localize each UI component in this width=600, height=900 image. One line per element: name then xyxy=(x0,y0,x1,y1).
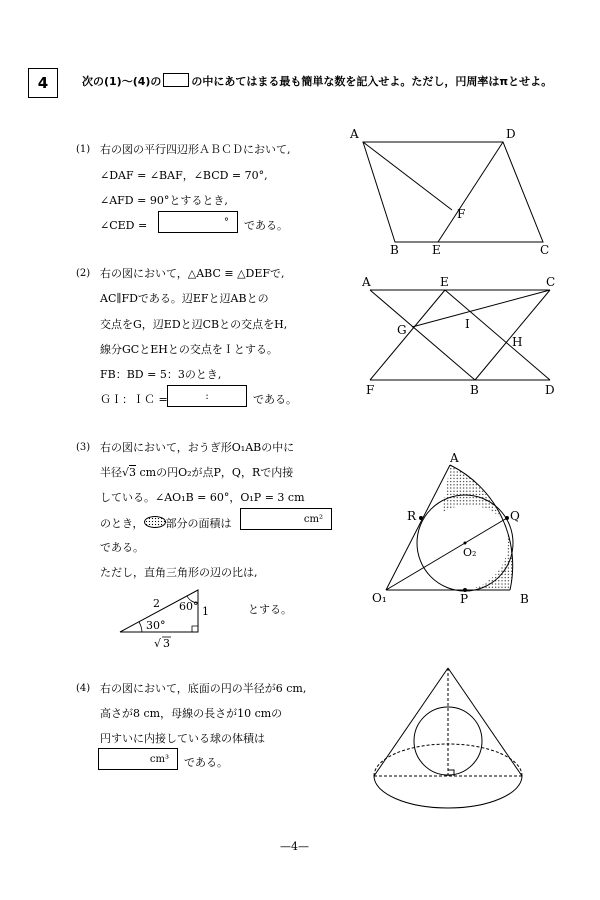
p4-line-1: 右の図において，底面の円の半径が6 cm, xyxy=(100,682,307,695)
p1-answer-lead: ∠CED = xyxy=(100,219,148,232)
p3-tri-angle-top: 60° xyxy=(179,600,199,613)
p3-line-2 xyxy=(100,466,293,480)
p2-label-b: B xyxy=(470,383,479,397)
p3-line-2-root: 3 xyxy=(129,466,137,479)
p3-label-b: B xyxy=(520,592,529,606)
p2-label-d: D xyxy=(545,383,555,397)
p2-answer-box[interactable] xyxy=(167,385,247,407)
p3-line-5: である。 xyxy=(100,541,144,554)
p1-segment-de xyxy=(438,142,503,242)
p3-point-o2 xyxy=(464,542,467,545)
p2-line-4: 線分GCとEHとの交点をＩとする。 xyxy=(100,343,278,356)
p2-label-e: E xyxy=(440,275,449,289)
p3-shaded-region-top xyxy=(442,465,501,518)
p2-line-2: AC∥FDである。辺EFと辺ABとの xyxy=(100,292,269,305)
p2-label-c: C xyxy=(546,275,556,289)
p2-label-g: G xyxy=(397,323,407,337)
p3-line-4-post: 部分の面積は xyxy=(165,517,232,530)
p1-parallelogram xyxy=(363,142,543,242)
question-number: 4 xyxy=(28,68,58,98)
p3-point-q xyxy=(505,516,509,520)
p4-slant-left xyxy=(374,668,448,776)
p1-label-a: A xyxy=(350,127,359,141)
instruction-after: の中にあてはまる最も簡単な数を記入せよ。ただし，円周率はπとせよ。 xyxy=(191,75,553,88)
p3-tri-sqrt-sign: √ xyxy=(154,637,162,650)
p3-tri-angle-left: 30° xyxy=(146,619,166,632)
p3-figure xyxy=(350,448,580,613)
p3-tri-base-root: 3 xyxy=(163,637,170,650)
p4-base-front xyxy=(374,776,522,808)
p2-segment-ef xyxy=(370,290,445,380)
p2-figure xyxy=(340,270,580,400)
p4-number: (4) xyxy=(76,683,91,694)
p1-answer-box[interactable] xyxy=(158,211,238,233)
p2-line-3: 交点をG，辺EDと辺CBとの交点をH, xyxy=(100,318,288,331)
p4-slant-right xyxy=(448,668,522,776)
page-number: —4— xyxy=(280,840,309,853)
p4-figure xyxy=(360,660,560,830)
p1-label-e: E xyxy=(432,243,441,257)
p3-label-p: P xyxy=(460,592,469,606)
p2-line-1: 右の図において，△ABC ≡ △DEFで, xyxy=(100,267,285,280)
p1-line-2: ∠DAF = ∠BAF，∠BCD = 70°, xyxy=(100,169,268,182)
p3-number: (3) xyxy=(76,442,91,453)
p3-line-2-pre: 半径 xyxy=(100,466,122,479)
p4-answer-unit: cm³ xyxy=(149,753,169,765)
p1-answer-unit: ° xyxy=(224,216,229,228)
p1-label-f: F xyxy=(457,207,466,221)
p3-triangle-figure xyxy=(110,585,230,653)
p1-label-d: D xyxy=(506,127,516,141)
p3-label-r: R xyxy=(407,509,417,523)
p3-line-2-post: cmの円O₂が点P，Q，Rで内接 xyxy=(139,466,294,479)
p4-answer-tail: である。 xyxy=(184,756,228,769)
p2-label-f: F xyxy=(366,383,375,397)
p2-answer-unit: : xyxy=(205,390,209,402)
answer-box-sample xyxy=(163,73,189,87)
p1-label-b: B xyxy=(390,243,399,257)
p1-line-3: ∠AFD = 90°とするとき, xyxy=(100,194,228,207)
p3-tri-tail: とする。 xyxy=(248,603,292,616)
p1-figure xyxy=(340,120,580,260)
p3-label-a: A xyxy=(450,451,459,465)
p2-segment-ab xyxy=(370,290,475,380)
p2-label-a: A xyxy=(362,275,371,289)
p1-number: (1) xyxy=(76,144,91,155)
p3-point-r xyxy=(419,516,423,520)
p3-line-6: ただし，直角三角形の辺の比は, xyxy=(100,566,258,579)
p4-line-3: 円すいに内接している球の体積は xyxy=(100,732,265,745)
p3-line-4-pre: のとき， xyxy=(100,517,144,530)
p4-answer-box[interactable] xyxy=(98,748,178,770)
p3-angle-arc-30 xyxy=(139,622,142,632)
p3-label-o2: O₂ xyxy=(463,546,477,559)
p2-answer-tail: である。 xyxy=(253,393,297,406)
p3-line-3: している。∠AO₁B = 60°，O₁P = 3 cm xyxy=(100,491,305,504)
sqrt-sign: √ xyxy=(122,466,130,479)
p2-label-i: I xyxy=(465,317,470,331)
p3-line-1: 右の図において，おうぎ形O₁ABの中に xyxy=(100,441,295,454)
p3-tri-hyp: 2 xyxy=(153,597,160,610)
p3-label-q: Q xyxy=(510,509,520,523)
p2-answer-lead: ＧＩ：ＩＣ = xyxy=(100,393,168,406)
p2-segment-ed xyxy=(445,290,550,380)
p1-segment-af xyxy=(363,142,452,210)
p1-answer-tail: である。 xyxy=(244,219,288,232)
dotted-region-icon xyxy=(144,516,166,528)
p2-label-h: H xyxy=(512,335,523,349)
instruction xyxy=(82,73,552,89)
p4-line-2: 高さが8 cm，母線の長さが10 cmの xyxy=(100,707,283,720)
p3-answer-box[interactable] xyxy=(240,508,332,530)
p3-answer-unit: cm² xyxy=(303,513,323,525)
p1-label-c: C xyxy=(540,243,550,257)
p3-label-o1: O₁ xyxy=(372,591,387,605)
p2-line-5: FB：BD = 5：3のとき, xyxy=(100,368,222,381)
p3-right-angle-mark xyxy=(192,626,198,632)
instruction-before: 次の(1)〜(4)の xyxy=(82,75,162,88)
p3-line-4 xyxy=(100,516,232,531)
p2-number: (2) xyxy=(76,268,91,279)
p3-tri-side: 1 xyxy=(202,605,209,618)
p1-line-1: 右の図の平行四辺形ＡＢＣＤにおいて, xyxy=(100,143,291,156)
